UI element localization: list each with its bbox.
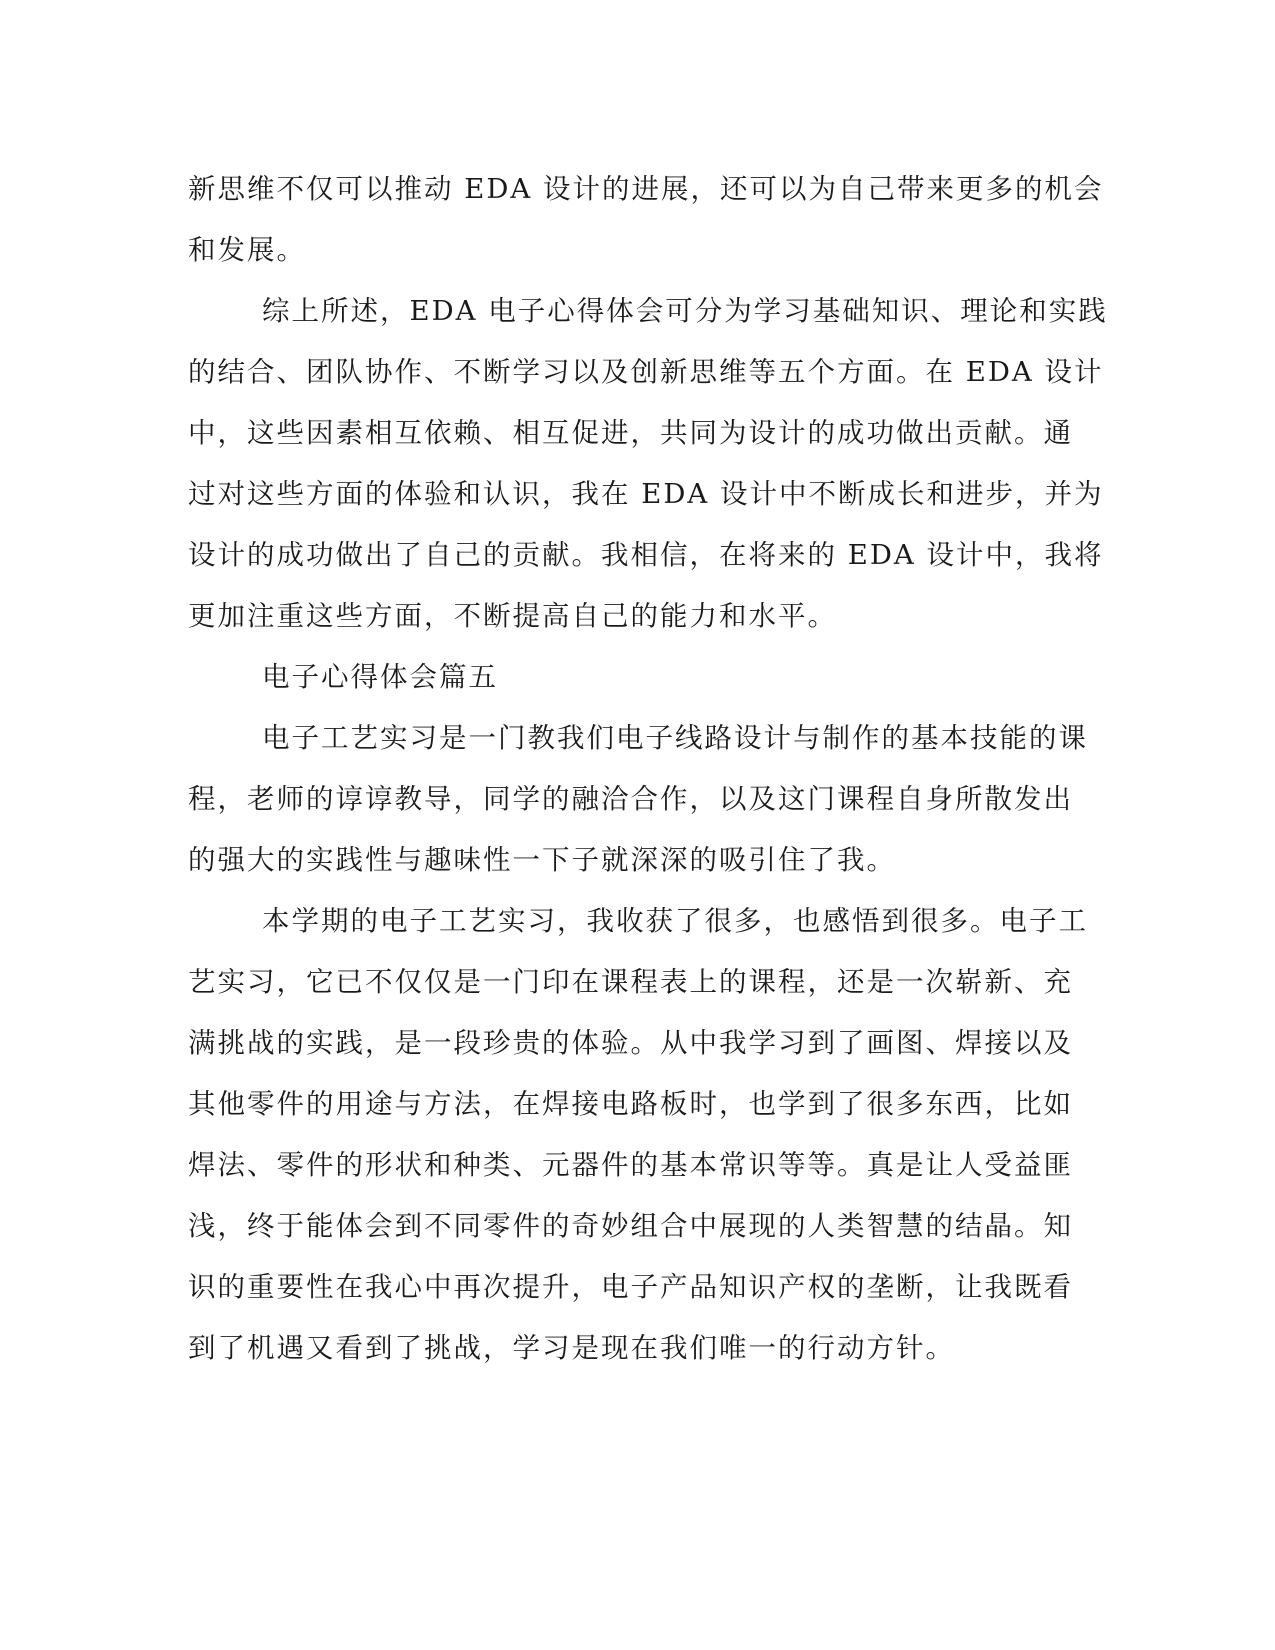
text-line: 浅，终于能体会到不同零件的奇妙组合中展现的人类智慧的结晶。知	[188, 1210, 1073, 1242]
text-line: 满挑战的实践，是一段珍贵的体验。从中我学习到了画图、焊接以及	[188, 1027, 1073, 1059]
section-heading: 电子心得体会篇五	[262, 661, 498, 693]
text-line: 过对这些方面的体验和认识，我在 EDA 设计中不断成长和进步，并为	[188, 478, 1104, 510]
paragraph-start-line: 本学期的电子工艺实习，我收获了很多，也感悟到很多。电子工	[262, 905, 1088, 937]
text-line: 新思维不仅可以推动 EDA 设计的进展，还可以为自己带来更多的机会	[188, 173, 1104, 205]
text-line: 和发展。	[188, 234, 306, 266]
paragraph-start-line: 电子工艺实习是一门教我们电子线路设计与制作的基本技能的课	[262, 722, 1088, 754]
text-line: 到了机遇又看到了挑战，学习是现在我们唯一的行动方针。	[188, 1332, 955, 1364]
paragraph-start-line: 综上所述，EDA 电子心得体会可分为学习基础知识、理论和实践	[262, 295, 1108, 327]
text-line: 艺实习，它已不仅仅是一门印在课程表上的课程，还是一次崭新、充	[188, 966, 1073, 998]
text-line: 的结合、团队协作、不断学习以及创新思维等五个方面。在 EDA 设计	[188, 356, 1104, 388]
text-line: 其他零件的用途与方法，在焊接电路板时，也学到了很多东西，比如	[188, 1088, 1073, 1120]
text-line: 中，这些因素相互依赖、相互促进，共同为设计的成功做出贡献。通	[188, 417, 1073, 449]
text-line: 焊法、零件的形状和种类、元器件的基本常识等等。真是让人受益匪	[188, 1149, 1073, 1181]
text-line: 识的重要性在我心中再次提升，电子产品知识产权的垄断，让我既看	[188, 1271, 1073, 1303]
text-line: 的强大的实践性与趣味性一下子就深深的吸引住了我。	[188, 844, 896, 876]
text-line: 设计的成功做出了自己的贡献。我相信，在将来的 EDA 设计中，我将	[188, 539, 1104, 571]
document-body	[188, 159, 1108, 1379]
text-line: 程，老师的谆谆教导，同学的融洽合作，以及这门课程自身所散发出	[188, 783, 1073, 815]
text-line: 更加注重这些方面，不断提高自己的能力和水平。	[188, 600, 837, 632]
